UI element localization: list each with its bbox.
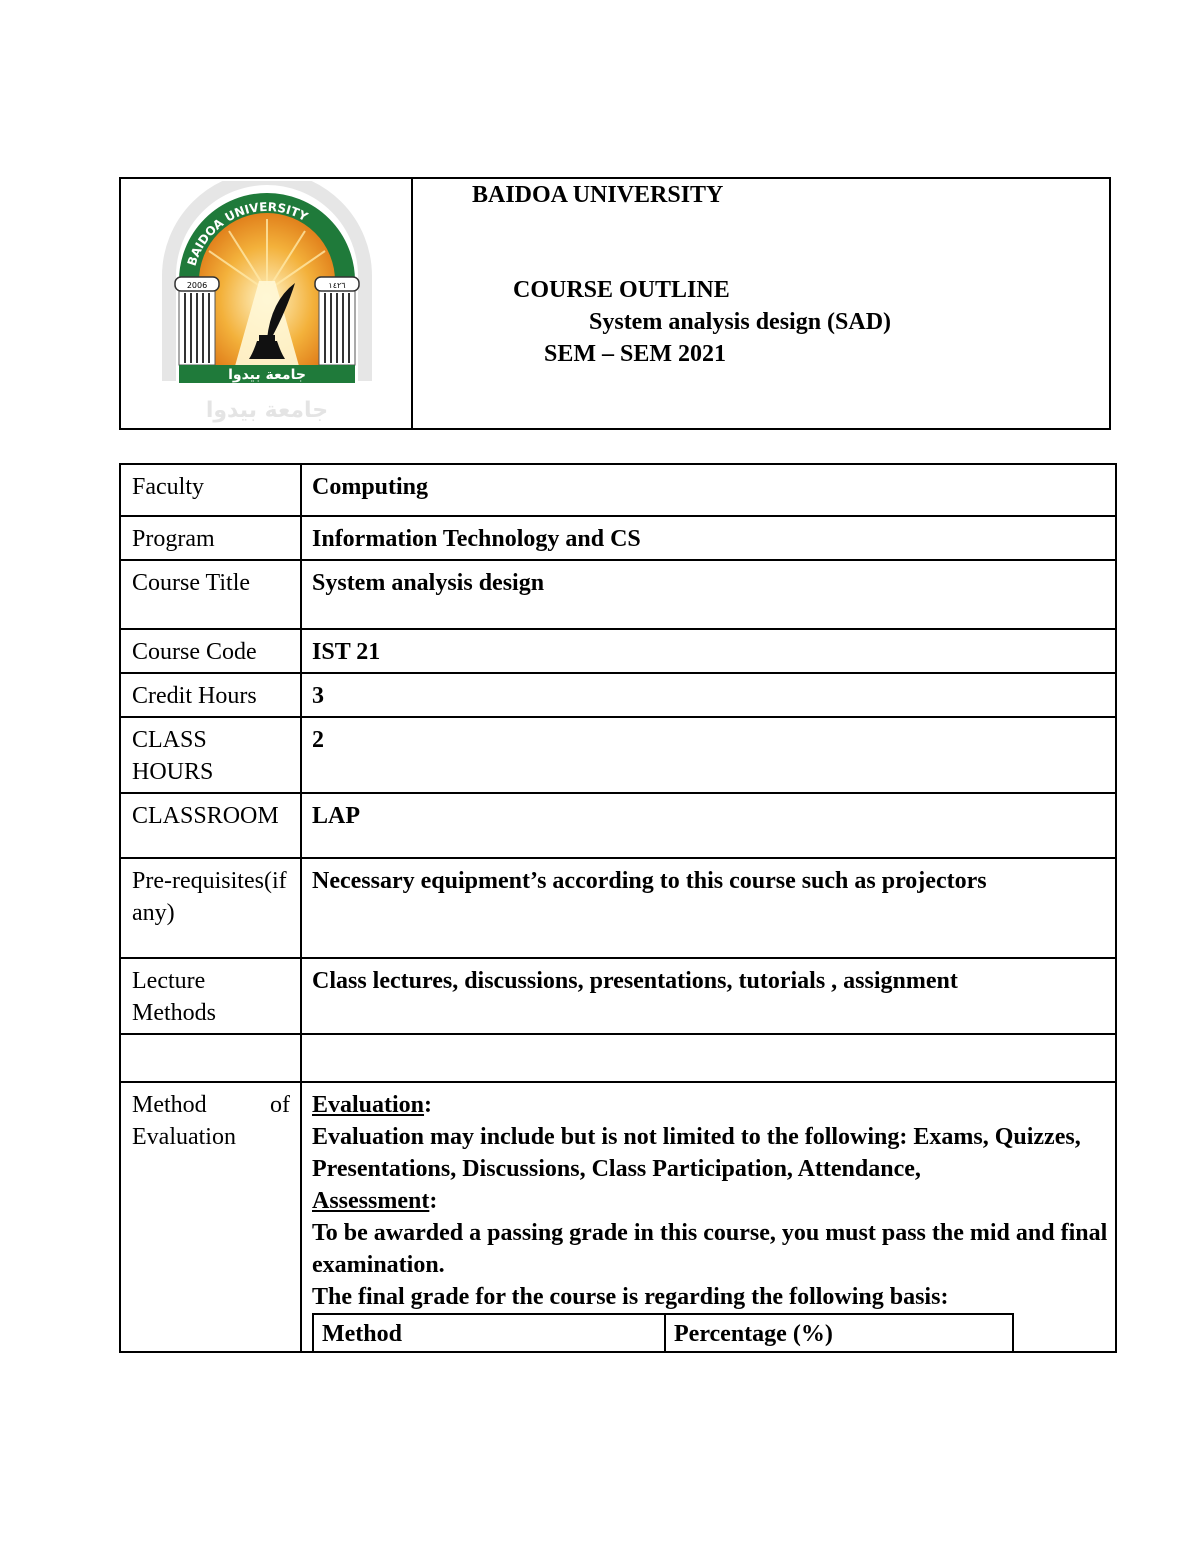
- evaluation-heading: Evaluation: [312, 1092, 425, 1118]
- row-value-course-code: IST 21: [301, 629, 1116, 673]
- eval-label-evaluation: Evaluation: [132, 1124, 236, 1150]
- logo-arc-text: BAIDOA UNIVERSITY: [184, 199, 311, 268]
- row-value-lecture-methods: Class lectures, discussions, presentations, tutorials , assignment: [301, 958, 1116, 1034]
- row-value-credit-hours: 3: [301, 673, 1116, 717]
- table-row: [120, 516, 1116, 560]
- grade-table: [312, 1313, 1014, 1351]
- logo-arabic-reflection: جامعة بيدوا: [205, 398, 329, 423]
- course-name: System analysis design (SAD): [589, 309, 892, 335]
- row-value-class-hours: 2: [301, 717, 1116, 793]
- table-row-evaluation: [120, 1082, 1116, 1352]
- course-outline-title: COURSE OUTLINE: [513, 277, 730, 303]
- semester: SEM – SEM 2021: [544, 341, 727, 367]
- row-label-classroom: CLASSROOM: [120, 793, 301, 858]
- row-value-program: Information Technology and CS: [301, 516, 1116, 560]
- table-row: [120, 793, 1116, 858]
- row-value-course-title: System analysis design: [301, 560, 1116, 629]
- row-label-program: Program: [120, 516, 301, 560]
- university-name: BAIDOA UNIVERSITY: [472, 182, 724, 208]
- grade-table-header-row: [313, 1314, 1013, 1351]
- evaluation-text: Evaluation may include but is not limited to the following: Exams, Quizzes, Presentations, Discussions, Class Participation, Attendance,: [312, 1124, 1081, 1182]
- row-value-evaluation: Evaluation: Evaluation may include but is not limited to the following: Exams, Quizzes, Presentations, Discussions, Class Participation, Attendance, Assessment: To be awarded a passing grade in this course, you must pass the mid and final examination. The final grade for the course is regarding the following basis: Method Percentage (%): [301, 1082, 1116, 1352]
- table-row: [120, 464, 1116, 516]
- row-label-evaluation: [120, 1082, 301, 1352]
- grade-header-method: Method: [313, 1314, 665, 1351]
- empty-cell: [120, 1034, 301, 1082]
- logo-arabic-name: جامعة بيدوا: [228, 367, 306, 383]
- table-row: [120, 560, 1116, 629]
- assessment-heading: Assessment: [312, 1188, 430, 1214]
- row-value-faculty: Computing: [301, 464, 1116, 516]
- assessment-text: To be awarded a passing grade in this course, you must pass the mid and final examination.: [312, 1220, 1108, 1278]
- eval-label-of: of: [270, 1092, 290, 1118]
- empty-cell: [301, 1034, 1116, 1082]
- logo-year-right: ١٤٢٦: [328, 281, 346, 290]
- row-label-course-title: Course Title: [120, 560, 301, 629]
- table-row: [120, 629, 1116, 673]
- table-row: [120, 958, 1116, 1034]
- row-value-classroom: LAP: [301, 793, 1116, 858]
- table-row: [120, 673, 1116, 717]
- university-logo: [149, 181, 385, 425]
- logo-year-left: 2006: [186, 281, 208, 290]
- table-row: [120, 717, 1116, 793]
- row-label-course-code: Course Code: [120, 629, 301, 673]
- basis-text: The final grade for the course is regarding the following basis:: [312, 1284, 949, 1310]
- grade-header-percentage: Percentage (%): [665, 1314, 1013, 1351]
- row-label-lecture-methods: Lecture Methods: [120, 958, 301, 1034]
- row-label-credit-hours: Credit Hours: [120, 673, 301, 717]
- course-info-table: [119, 463, 1117, 1353]
- logo-cell: [121, 179, 413, 428]
- table-row-empty: [120, 1034, 1116, 1082]
- eval-label-method: Method: [132, 1092, 207, 1118]
- row-label-class-hours: CLASS HOURS: [120, 717, 301, 793]
- row-label-faculty: Faculty: [120, 464, 301, 516]
- header-box: [119, 177, 1111, 430]
- row-value-prerequisites: Necessary equipment’s according to this course such as projectors: [301, 858, 1116, 958]
- table-row: [120, 858, 1116, 958]
- row-label-prerequisites: Pre-requisites(if any): [120, 858, 301, 958]
